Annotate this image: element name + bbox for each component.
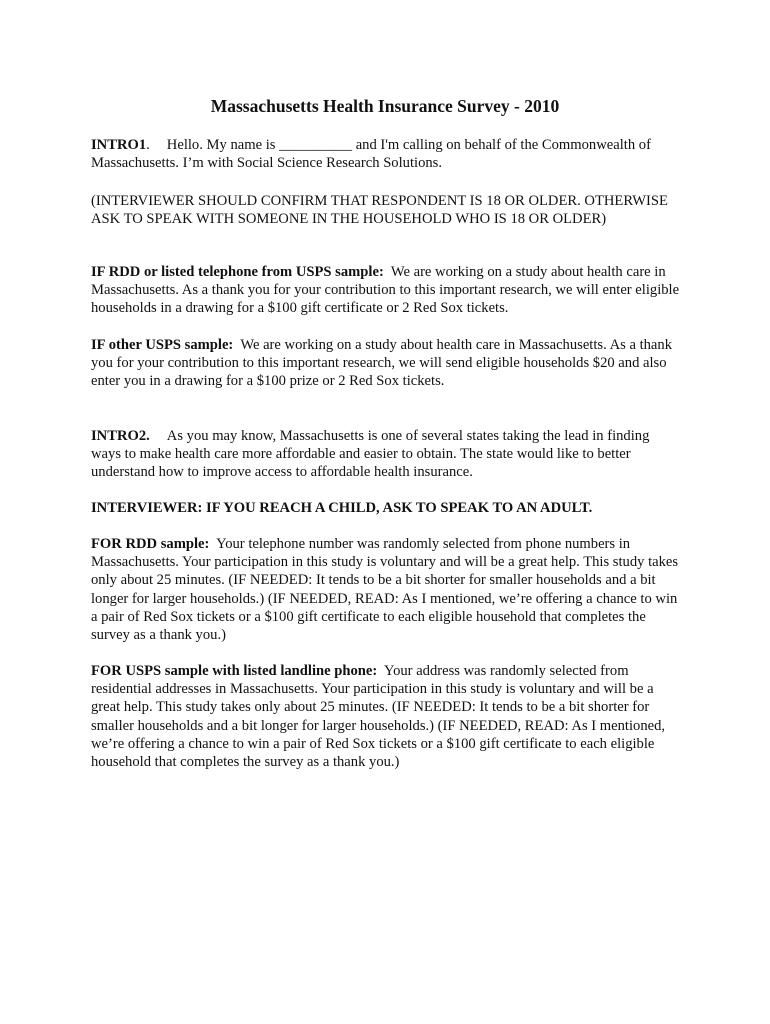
rdd-listed-text: We are working on a study about health care in Massachusetts. As a thank you for your contribution to this important research, we will enter eligible households in a drawing for a $100 gift certificate or 2 Red Sox tickets. [91,264,680,317]
for-rdd-paragraph [91,535,681,644]
for-usps-landline-paragraph [91,662,681,771]
for-rdd-label: FOR RDD sample: [91,536,210,552]
intro1-paragraph [91,136,681,172]
intro1-label: INTRO1 [91,137,147,153]
intro1-label-punct: . [146,137,150,153]
other-usps-label: IF other USPS sample: [91,337,234,353]
intro2-paragraph [91,427,681,482]
other-usps-paragraph [91,336,681,391]
intro1-text: Hello. My name is __________ and I'm calling on behalf of the Commonwealth of Massachusetts. I’m with Social Science Research Solutions. [91,137,651,172]
intro2-label: INTRO2. [91,428,150,444]
interviewer-confirm-instruction: (INTERVIEWER SHOULD CONFIRM THAT RESPONDENT IS 18 OR OLDER. OTHERWISE ASK TO SPEAK WITH SOMEONE IN THE HOUSEHOLD WHO IS 18 OR OLDER) [91,193,668,228]
rdd-listed-label: IF RDD or listed telephone from USPS sample: [91,264,384,280]
other-usps-text: We are working on a study about health care in Massachusetts. As a thank you for your contribution to this important research, we will send eligible households $20 and also enter you in a drawing for a $100 prize or 2 Red Sox tickets. [91,337,672,390]
intro2-text: As you may know, Massachusetts is one of several states taking the lead in finding ways to make health care more affordable and easier to obtain. The state would like to better understand how to improve access to affordable health insurance. [91,428,650,481]
document-title: Massachusetts Health Insurance Survey - 2010 [210,96,560,116]
for-usps-landline-text: Your address was randomly selected from residential addresses in Massachusetts. Your participation in this study is voluntary and will be a great help. This study takes only about 25 minutes. (IF NEEDED: It tends to be a bit shorter for smaller households and a bit longer for larger households.) (IF NEEDED, READ: As I mentioned, we’re offering a chance to win a pair of Red Sox tickets or a $100 gift certificate to each eligible household that completes the survey as a thank you.) [91,663,666,771]
rdd-listed-paragraph [91,263,681,318]
for-rdd-text: Your telephone number was randomly selected from phone numbers in Massachusetts. Your participation in this study is voluntary and will be a great help. This study takes only about 25 minutes. (IF NEEDED: It tends to be a bit shorter for smaller households and a bit longer for larger households.) (IF NEEDED, READ: As I mentioned, we’re offering a chance to win a pair of Red Sox tickets or a $100 gift certificate to each eligible household that completes the survey as a thank you.) [91,536,679,644]
for-usps-landline-label: FOR USPS sample with listed landline phone: [91,663,378,679]
interviewer-child-instruction: INTERVIEWER: IF YOU REACH A CHILD, ASK TO SPEAK TO AN ADULT. [91,500,593,516]
